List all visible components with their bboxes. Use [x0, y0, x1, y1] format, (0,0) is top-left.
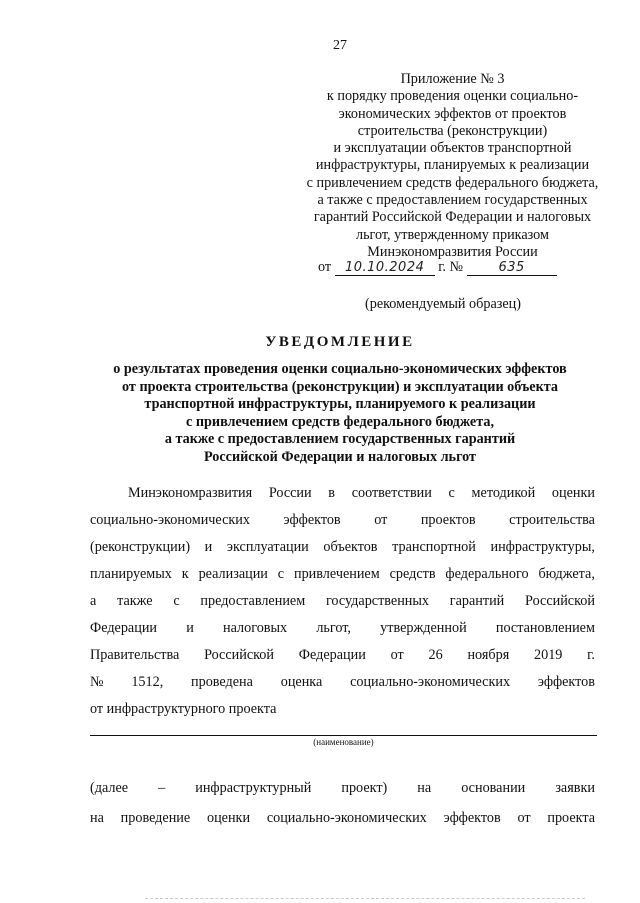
word: государственных	[325, 593, 430, 609]
word: социально-экономических	[350, 674, 511, 690]
word: проведена	[191, 674, 253, 690]
word: средств	[389, 566, 436, 582]
word: реализации	[198, 566, 268, 582]
word: эксплуатации	[226, 539, 309, 555]
word: федерального	[445, 566, 529, 582]
word: методикой	[471, 485, 536, 501]
subtitle-line: а также с предоставлением государственных гарантий	[164, 431, 516, 448]
subtitle-line: о результатах проведения оценки социально-экономических эффектов	[113, 361, 567, 377]
word: бюджета,	[538, 566, 595, 582]
order-date-handwritten: 10.10.2024	[335, 260, 435, 276]
subtitle-line: транспортной инфраструктуры, планируемого к реализации	[144, 396, 536, 413]
word: с	[173, 593, 180, 609]
appendix-line: Приложение № 3	[400, 71, 505, 87]
subtitle-line: от проекта строительства (реконструкции) и эксплуатации объекта	[122, 378, 558, 395]
text-line	[90, 696, 595, 723]
appendix-line: гарантий Российской Федерации и налоговых	[313, 209, 592, 226]
appendix-line: инфраструктуры, планируемых к реализации	[315, 157, 590, 174]
word: Федерации	[90, 620, 158, 636]
appendix-line: к порядку проведения оценки социально-	[326, 88, 579, 105]
document-subtitle	[60, 361, 620, 467]
word: от	[374, 512, 388, 528]
word: Федерации	[298, 647, 366, 663]
word: эффектов	[283, 512, 341, 528]
word: социально-экономических	[266, 809, 427, 826]
word: строительства	[509, 512, 595, 528]
word: с	[277, 566, 285, 582]
order-number-handwritten: 635	[467, 260, 557, 276]
word: оценки	[551, 485, 595, 501]
word: на	[417, 779, 432, 796]
word: от	[390, 647, 404, 663]
text-line	[90, 803, 595, 833]
word: г.	[587, 647, 595, 663]
project-name-blank	[90, 735, 597, 736]
text-line	[90, 669, 595, 696]
word: (реконструкции)	[90, 539, 191, 555]
word: заявки	[555, 779, 595, 796]
text-line	[90, 534, 595, 561]
word: инфраструктурный	[195, 779, 312, 796]
text-line	[90, 588, 595, 615]
word: гарантий	[449, 593, 505, 609]
page-number: 27	[333, 38, 347, 53]
word: утвержденной	[380, 620, 467, 636]
sample-note: (рекомендуемый образец)	[365, 296, 521, 312]
word: (далее	[90, 779, 129, 796]
paragraph-continuation	[90, 773, 595, 833]
word: соответствии	[351, 485, 432, 501]
text-line	[90, 642, 595, 669]
word: Российской	[204, 647, 274, 663]
word: транспортной	[392, 539, 476, 555]
word: от	[517, 809, 531, 826]
subtitle-line: Российской Федерации и налоговых льгот	[203, 448, 477, 465]
appendix-line: Минэкономразвития России	[367, 243, 538, 260]
word: проведение	[120, 809, 191, 826]
word: России	[268, 485, 312, 501]
word: с	[448, 485, 455, 501]
word: проект)	[341, 779, 388, 796]
word: Правительства	[90, 647, 180, 663]
word: а	[90, 593, 97, 609]
text-line	[90, 480, 595, 507]
appendix-line: экономических эффектов от проектов	[338, 105, 567, 122]
word: социально-экономических	[90, 512, 250, 528]
appendix-line: льгот, утвержденному приказом	[356, 226, 549, 243]
word: проектов	[420, 512, 476, 528]
word: Минэкономразвития	[128, 485, 253, 501]
word: 2019	[534, 647, 563, 663]
appendix-header	[285, 71, 620, 261]
word: и	[186, 620, 194, 636]
word: оценки	[206, 809, 251, 826]
word: предоставлением	[200, 593, 306, 609]
text-line-content: от инфраструктурного проекта	[90, 701, 277, 717]
word: привлечением	[294, 566, 380, 582]
word: к	[181, 566, 189, 582]
appendix-line: с привлечением средств федерального бюджета,	[306, 174, 599, 191]
word: оценка	[280, 674, 323, 690]
word: №	[90, 674, 104, 690]
order-from-label: от	[318, 259, 332, 275]
word: льгот,	[316, 620, 351, 636]
project-name-caption: (наименование)	[313, 737, 374, 747]
word: также	[117, 593, 153, 609]
word: инфраструктуры,	[490, 539, 595, 555]
word: и	[204, 539, 213, 555]
appendix-line: и эксплуатации объектов транспортной	[333, 140, 572, 157]
text-line	[90, 773, 595, 803]
word: –	[158, 779, 166, 796]
order-reference	[318, 259, 618, 276]
word: 26	[428, 647, 443, 663]
document-title: УВЕДОМЛЕНИЕ	[265, 334, 415, 350]
subtitle-line: с привлечением средств федерального бюджета,	[185, 413, 494, 430]
page-bottom-edge	[145, 898, 585, 899]
text-line	[90, 507, 595, 534]
word: ноября	[467, 647, 510, 663]
word: эффектов	[537, 674, 595, 690]
order-year-number-label: г. №	[438, 259, 464, 275]
word: налоговых	[223, 620, 288, 636]
text-line	[90, 615, 595, 642]
text-line	[90, 561, 595, 588]
word: объектов	[323, 539, 378, 555]
word: на	[90, 809, 104, 826]
word: в	[328, 485, 335, 501]
word: планируемых	[90, 566, 172, 582]
appendix-line: а также с предоставлением государственных	[317, 192, 588, 209]
word: проекта	[547, 809, 595, 826]
word: эффектов	[443, 809, 501, 826]
word: Российской	[525, 593, 595, 609]
paragraph-main	[90, 480, 595, 723]
word: постановлением	[495, 620, 595, 636]
word: основании	[461, 779, 526, 796]
word: 1512,	[131, 674, 164, 690]
appendix-line: строительства (реконструкции)	[357, 122, 548, 139]
